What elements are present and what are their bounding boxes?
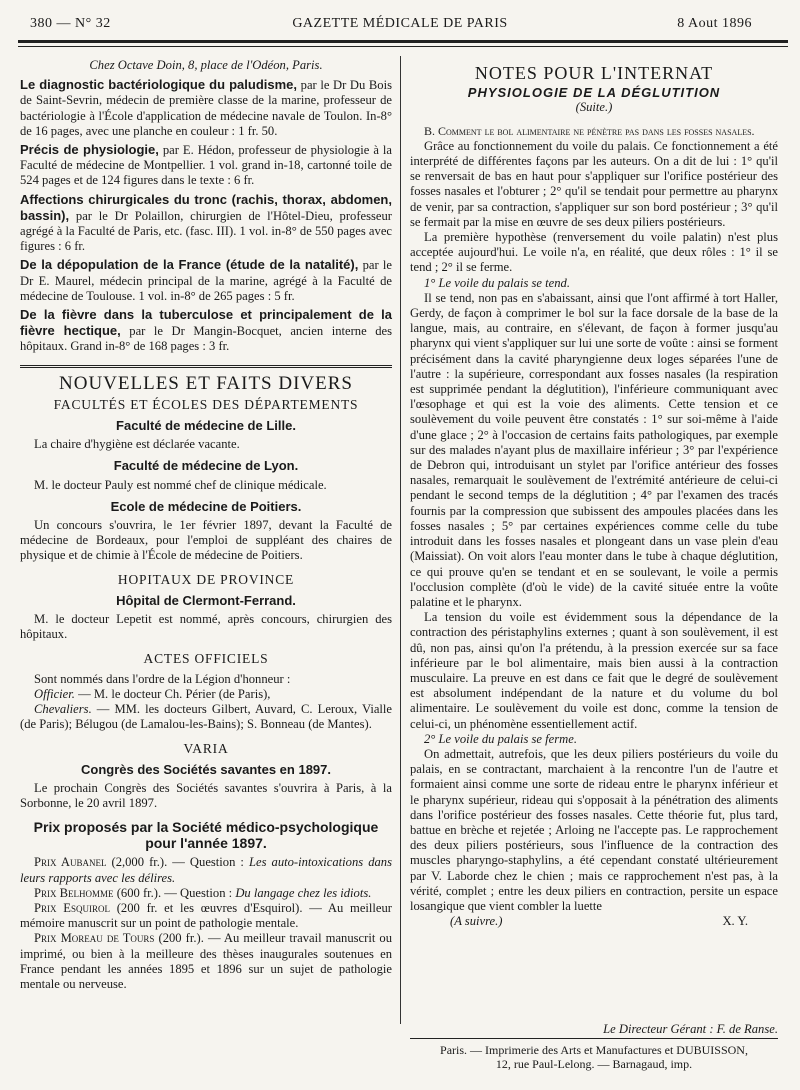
congres-text: Le prochain Congrès des Sociétés savantes s'ouvrira à Paris, à la Sorbonne, le 20 avril 1897. [20,780,392,811]
officier-label: Officier. [34,686,75,701]
hopitaux-heading: HOPITAUX DE PROVINCE [117,571,295,587]
signature: X. Y. [722,914,748,929]
prix-entry [20,886,392,901]
column-divider [400,56,401,1024]
notes-suite: (Suite.) [575,100,613,115]
prix-amount: (200 fr. et les œuvres d'Esquirol). — Au meilleur mémoire manuscrit sur un point de pathologie mentale. [20,900,392,931]
book-details: par le Dr E. Maurel, médecin principal de la marine, agrégé à la Faculté de médecine de Toulouse. 1 vol. in-8° de 265 pages : 5 fr. [20,258,392,303]
prix-entry [20,855,392,885]
poitiers-text: Un concours s'ouvrira, le 1er février 1897, devant la Faculté de médecine de Bordeaux, pour l'emploi de suppléant des chaires de physique et de chimie à l'École de médecine de Poitiers. [20,518,392,563]
book-details: par le Dr Polaillon, chirurgien de l'Hôtel-Dieu, professeur agrégé à la Faculté de Paris, etc. (fasc. III). 1 vol. in-8° de 550 pages avec figures : 6 fr. [20,208,392,254]
chevaliers-line [20,702,392,732]
clermont-text: M. le docteur Lepetit est nommé, après concours, chirurgien des hôpitaux. [20,612,392,642]
page-header [18,14,782,36]
a-suivre: (A suivre.) [450,914,503,929]
page-number: 380 — N° 32 [30,16,111,31]
prix-entry [20,901,392,931]
prix-name: Prix Belhomme [34,885,114,900]
left-column [20,58,392,992]
prix-question: Les auto-intoxications dans leurs rapports avec les délires. [20,855,392,885]
officier-text: — M. le docteur Ch. Périer (de Paris), [78,686,271,701]
journal-title: GAZETTE MÉDICALE DE PARIS [292,16,508,31]
book-entry [20,257,392,304]
lyon-title: Faculté de médecine de Lyon. [113,458,299,474]
book-entry [20,307,392,355]
notes-subtitle: PHYSIOLOGIE DE LA DÉGLUTITION [467,85,721,101]
congres-title: Congrès des Sociétés savantes en 1897. [80,761,331,777]
book-details: par E. Hédon, professeur de physiologie à la Faculté de médecine de Montpellier. 1 vol. grand in-18, cartonné toile de 524 pages et de 124 figures dans le texte : 6 fr. [20,143,392,188]
paragraph-2: La première hypothèse (renversement du voile palatin) n'est plus acceptée aujourd'hui. Le voile n'a, en réalité, que deux rôles : 1° il se tend ; 2° il se ferme. [410,230,778,275]
imprint-line-2: 12, rue Paul-Lelong. — Barnagaud, imp. [495,1057,693,1071]
issue-date: 8 Aout 1896 [677,16,752,31]
book-title: Affections chirurgicales du tronc (rachis, thorax, abdomen, bassin), [20,191,392,223]
book-details: par le Dr Du Bois de Saint-Sevrin, médecin de première classe de la marine, professeur de bactériologie à l'École d'application de médecine navale de Toulon. In-8° de 16 pages, avec une planche en couleur : 1 fr. 50. [20,78,392,138]
notes-title: NOTES POUR L'INTERNAT [474,63,714,83]
book-entry [20,142,392,189]
paragraph-tension: La tension du voile est évidemment sous la dépendance de la contraction des péristaphylins externes ; quant à son soulèvement, il est dû, non pas, ainsi qu'on l'a prétendu, à la pression exercée sur sa face inférieure par le bol alimentaire, mais bien aussi à la contraction musculaire. La preuve en est dans ce fait que le degré de soulèvement est absolument indépendant de la nature et du volume du bol alimentaire. Le soulèvement du voile est donc, comme la tension de celui-ci, un phénomène essentiellement actif. [410,610,778,731]
lyon-text: M. le docteur Pauly est nommé chef de clinique médicale. [34,477,327,492]
poitiers-title: Ecole de médecine de Poitiers. [110,498,302,514]
header-rule-thin [18,46,788,47]
prix-amount: (600 fr.). — Question : [116,885,233,900]
paragraph-ferme: On admettait, autrefois, que les deux piliers postérieurs du voile du palais, en se contractant, marchaient à la rencontre l'un de l'autre et formaient ainsi comme une sorte de rideau entre le pharynx inférieur et le pharynx supérieur, rideau qui s'opposait à la pénétration des aliments dans l'orifice postérieur des fosses nasales. Cette théorie fut, plus tard, battue en brèche et rejetée ; Arloing ne l'accepte pas. Le rapprochement des deux piliers postérieurs, sous l'influence de la contraction des muscles pharyngo-staphylins, a été cependant constaté ultérieurement par V. Laborde chez le chien ; mais ce rapprochement n'est pas, à la vérité, complet ; entre les deux piliers en contraction, persite un espace losangique que vient combler la luette [410,746,778,913]
header-rule [18,40,788,43]
faculties-heading: FACULTÉS ET ÉCOLES DES DÉPARTEMENTS [53,396,359,412]
book-list [20,77,392,354]
book-title: Précis de physiologie, [20,142,159,158]
lille-title: Faculté de médecine de Lille. [116,418,296,434]
subheading-ferme: 2° Le voile du palais se ferme. [424,731,577,746]
book-details: par le Dr Mangin-Bocquet, ancien interne des hôpitaux. Grand in-8° de 168 pages : 3 fr. [20,324,392,354]
chevaliers-text: — MM. les docteurs Gilbert, Auvard, C. Leroux, Vialle (de Paris); Bélugou (de Lamalou-les-Bains); S. Bonneau (de Mantes). [20,702,393,732]
section-separator [20,365,392,368]
prix-name: Prix Aubanel [34,855,107,870]
varia-heading: VARIA [183,740,229,756]
prix-amount: (2,000 fr.). — Question : [111,855,244,870]
prix-name: Prix Moreau de Tours [34,931,155,946]
officier-line [20,687,392,702]
directeur-line: Le Directeur Gérant : F. de Ranse. [603,1022,778,1036]
prix-name: Prix Esquirol [34,900,110,915]
prix-list [20,855,392,992]
book-title: Le diagnostic bactériologique du paludisme, [20,77,298,93]
book-entry [20,77,392,139]
publisher-line: Chez Octave Doin, 8, place de l'Odéon, Paris. [89,58,323,72]
prix-entry [20,931,392,992]
news-title: NOUVELLES ET FAITS DIVERS [59,372,353,394]
book-entry [20,192,392,255]
actes-intro: Sont nommés dans l'ordre de la Légion d'honneur : [34,671,291,686]
imprint-line-1: Paris. — Imprimerie des Arts et Manufactures et DUBUISSON, [440,1043,748,1057]
imprint [410,1043,778,1071]
actes-heading: ACTES OFFICIELS [143,650,269,666]
signature-line [410,914,778,929]
right-column [410,58,778,929]
book-title: De la fièvre dans la tuberculose et principalement de la fièvre hectique, [20,307,392,339]
footer-rule [410,1038,778,1039]
lille-text: La chaire d'hygiène est déclarée vacante. [34,437,240,452]
prix-title: Prix proposés par la Société médico-psychologique pour l'année 1897. [33,819,379,852]
clermont-title: Hôpital de Clermont-Ferrand. [116,592,296,608]
prix-amount: (200 fr.). — Au meilleur travail manuscrit ou imprimé, ou bien à la meilleure des thèses inaugurales soutenues en France pendant les années 1895 et 1896 sur un sujet de pathologie mentale ou nerveuse. [20,931,393,991]
paragraph-1: Grâce au fonctionnement du voile du palais. Ce fonctionnement a été interprété de différentes façons par les auteurs. On a dit de lui : 1° qu'il se renversait de bas en haut pour s'appliquer sur l'orifice postérieur des fosses nasales et l'obturer ; 2° qu'il se tendait pour permettre au pharynx de venir, par sa contraction, s'appliquer sur son bord postérieur ; 3° qu'il se fermait par la mise en œuvre de ses deux piliers postérieurs. [410,138,778,229]
chevaliers-label: Chevaliers. [34,702,92,717]
paragraph-tend: Il se tend, non pas en s'abaissant, ainsi que l'ont affirmé à tort Haller, Gerdy, de façon à comprimer le bol sur la face dorsale de la base de la langue, mais, au contraire, en s'élevant, de façon à former jusqu'au pharynx qui vient s'appliquer sur lui une sorte de voûte : ainsi se forment précisément dans la cavité pharyngienne deux loges séparées l'une de l'autre : la supérieure, correspondant aux fosses nasales (la respiration est supprimée pendant la déglutition), l'inférieure communiquant avec l'œsophage et qui est la voie des aliments. Cette tension et ce soulèvement du voile peuvent être constatés : 1° sur soi-même à l'aide d'une glace ; 2° à l'occasion de certains faits pathologiques, par exemple sur des malades n'ayant plus de maxillaire inférieur ; 3° par l'expérience de Debron qui, introduisant un stylet par l'orifice antérieur des fosses nasales, remarquait le soulèvement de l'extrémité antérieure de celui-ci pendant le second temps de la déglutition ; 4° par l'examen des tracés fournis par la compression que subissent des ampoules placées dans les fosses nasales ; 5° par certaines expériences comme celle du tube introduit dans les fosses nasales et plongeant dans un vase plein d'eau (Maissiat). On voit alors l'eau monter dans le tube à chaque déglutition, ce qui prouve qu'en se tendant et en se soulevant, le voile a permis l'occlusion complète (d'où le vide) de la cavité située entre la voûte palatine et le pharynx. [410,290,778,609]
section-b-heading: B. Comment le bol alimentaire ne pénètre pas dans les fosses nasales. [424,123,755,138]
subheading-tend: 1° Le voile du palais se tend. [424,275,570,290]
book-title: De la dépopulation de la France (étude de la natalité), [20,257,359,273]
prix-question: Du langage chez les idiots. [235,885,372,900]
